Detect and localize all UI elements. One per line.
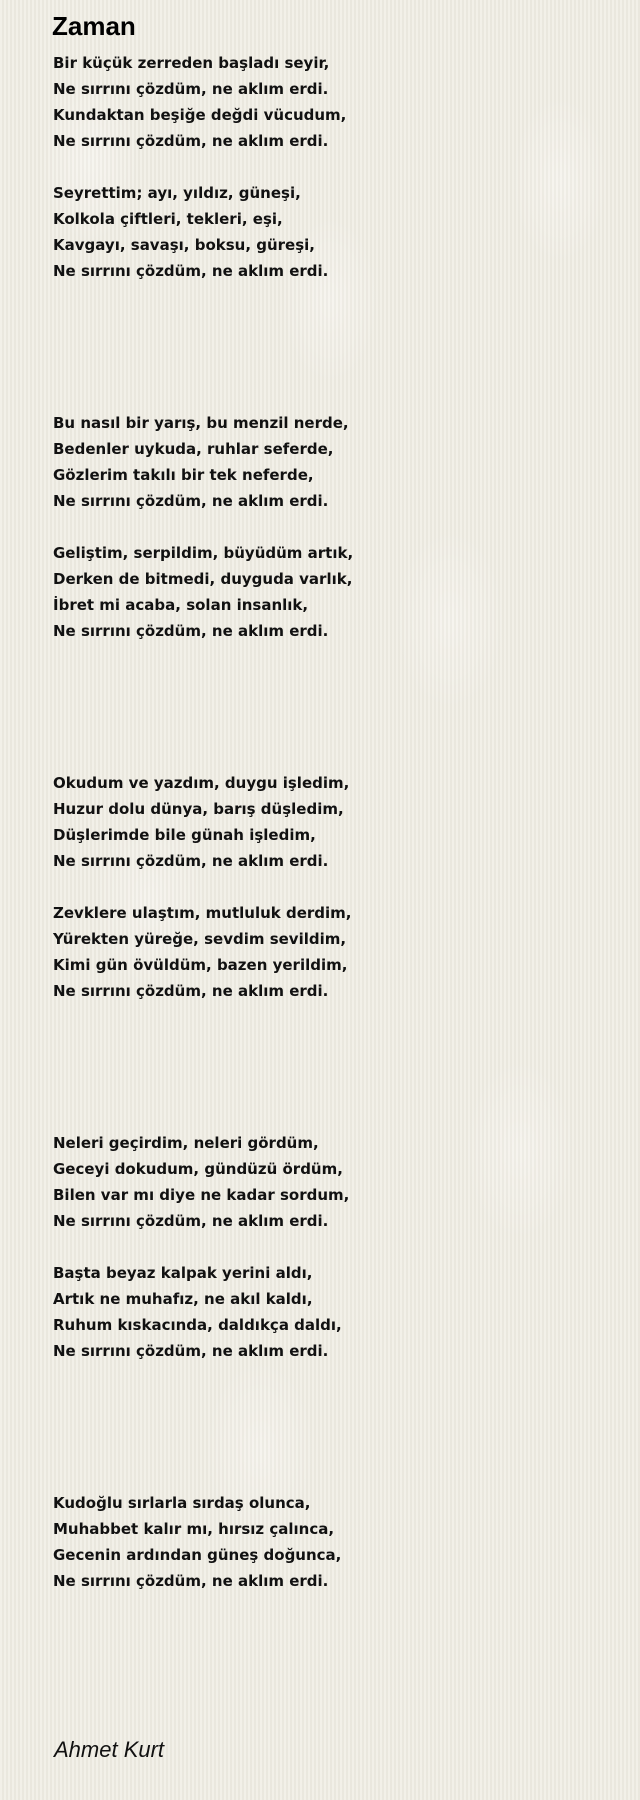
poem-line: Ne sırrını çözdüm, ne aklım erdi. [53, 1572, 329, 1590]
poem-line: Bedenler uykuda, ruhlar seferde, [53, 440, 334, 458]
poem-line: Muhabbet kalır mı, hırsız çalınca, [53, 1520, 335, 1538]
poem-line: Okudum ve yazdım, duygu işledim, [53, 774, 350, 792]
poem-line: Kavgayı, savaşı, boksu, güreşi, [53, 236, 316, 254]
poem-line: İbret mi acaba, solan insanlık, [53, 596, 309, 614]
poem-line: Bir küçük zerreden başladı seyir, [53, 54, 330, 72]
poem-line: Bilen var mı diye ne kadar sordum, [53, 1186, 350, 1204]
stanza-6 [53, 900, 351, 1004]
poem-line: Kolkola çiftleri, tekleri, eşi, [53, 210, 283, 228]
poem-line: Ne sırrını çözdüm, ne aklım erdi. [53, 982, 329, 1000]
poem-line: Seyrettim; ayı, yıldız, güneşi, [53, 184, 301, 202]
stanza-2 [53, 180, 328, 284]
poem-line: Ruhum kıskacında, daldıkça daldı, [53, 1316, 342, 1334]
poem-line: Kudoğlu sırlarla sırdaş olunca, [53, 1494, 311, 1512]
poem-line: Ne sırrını çözdüm, ne aklım erdi. [53, 1342, 329, 1360]
stanza-3 [53, 410, 349, 514]
stanza-4 [53, 540, 353, 644]
poem-line: Ne sırrını çözdüm, ne aklım erdi. [53, 262, 329, 280]
author-name: Ahmet Kurt [54, 1737, 165, 1762]
poem-line: Neleri geçirdim, neleri gördüm, [53, 1134, 319, 1152]
poem-line: Düşlerimde bile günah işledim, [53, 826, 316, 844]
poem-line: Ne sırrını çözdüm, ne aklım erdi. [53, 852, 329, 870]
poem-line: Geceyi dokudum, gündüzü ördüm, [53, 1160, 343, 1178]
poem-line: Ne sırrını çözdüm, ne aklım erdi. [53, 622, 329, 640]
stanza-7 [53, 1130, 349, 1234]
poem-line: Gecenin ardından güneş doğunca, [53, 1546, 342, 1564]
poem-line: Yürekten yüreğe, sevdim sevildim, [53, 930, 347, 948]
poem-line: Başta beyaz kalpak yerini aldı, [53, 1264, 313, 1282]
poem-line: Kundaktan beşiğe değdi vücudum, [53, 106, 347, 124]
poem-line: Zevklere ulaştım, mutluluk derdim, [53, 904, 352, 922]
poem-line: Kimi gün övüldüm, bazen yerildim, [53, 956, 348, 974]
poem-line: Ne sırrını çözdüm, ne aklım erdi. [53, 80, 329, 98]
poem-line: Geliştim, serpildim, büyüdüm artık, [53, 544, 354, 562]
poem-title: Zaman [52, 11, 136, 41]
poem-line: Ne sırrını çözdüm, ne aklım erdi. [53, 1212, 329, 1230]
stanza-5 [53, 770, 349, 874]
poem-line: Artık ne muhafız, ne akıl kaldı, [53, 1290, 313, 1308]
poem-line: Huzur dolu dünya, barış düşledim, [53, 800, 344, 818]
poem-line: Gözlerim takılı bir tek neferde, [53, 466, 314, 484]
stanza-8 [53, 1260, 342, 1364]
poem-line: Bu nasıl bir yarış, bu menzil nerde, [53, 414, 349, 432]
poem-line: Ne sırrını çözdüm, ne aklım erdi. [53, 492, 329, 510]
poem-line: Ne sırrını çözdüm, ne aklım erdi. [53, 132, 329, 150]
stanza-1 [53, 50, 346, 154]
stanza-9 [53, 1490, 341, 1594]
poem-line: Derken de bitmedi, duyguda varlık, [53, 570, 353, 588]
